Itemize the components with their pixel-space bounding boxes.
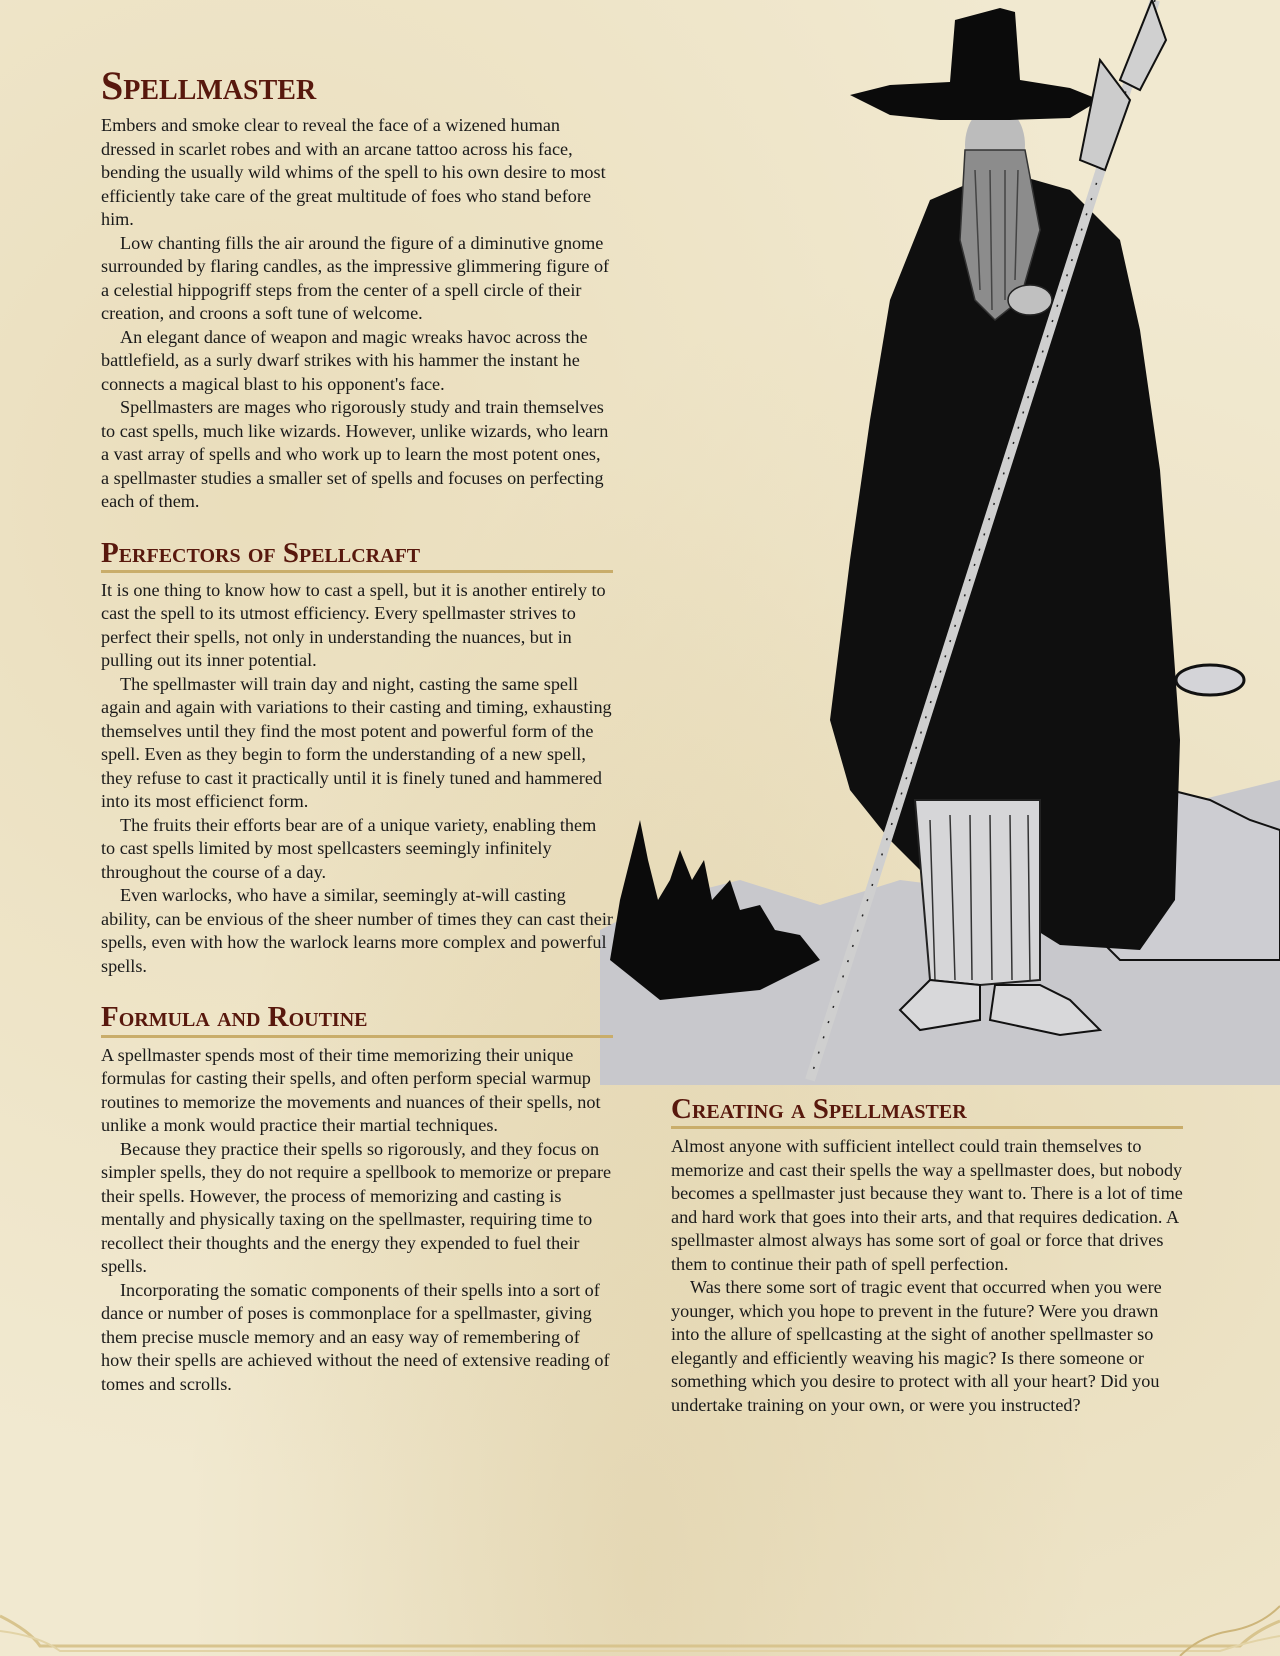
left-column bbox=[101, 64, 613, 1396]
paragraph: The spellmaster will train day and night, casting the same spell again and again with variations to their casting and timing, exhausting themselves until they find the most potent and powerful form of the spell. Even as they begin to form the understanding of a new spell, they refuse to cast it practically until it is finely tuned and hammered into its most efficienct form. bbox=[101, 673, 612, 812]
paragraph: Because they practice their spells so rigorously, and they focus on simpler spells, they do not require a spellbook to memorize or prepare their spells. However, the process of memorizing and casting is mentally and physically taxing on the spellmaster, requiring time to recollect their thoughts and the energy they expended to fuel their spells. bbox=[101, 1138, 612, 1277]
paragraph: Low chanting fills the air around the figure of a diminutive gnome surrounded by flaring candles, as the impressive glimmering figure of a celestial hippogriff steps from the center of a spell circle of their creation, and croons a soft tune of welcome. bbox=[101, 232, 610, 323]
paragraph: Almost anyone with sufficient intellect could train themselves to memorize and cast their spells the way a spellmaster does, but nobody becomes a spellmaster just because they want to. There is a lot of time and hard work that goes into their arts, and that requires dedication. A spellmaster almost always has some sort of goal or force that drives them to continue their path of spell perfection. bbox=[671, 1136, 1183, 1274]
paragraph: A spellmaster spends most of their time memorizing their unique formulas for casting their spells, and often perform special warmup routines to memorize the movements and nuances of their spells, not unlike a monk would practice their martial techniques. bbox=[101, 1044, 601, 1136]
paragraph: The fruits their efforts bear are of a unique variety, enabling them to cast spells limited by most spellcasters seemingly infinitely throughout the course of a day. bbox=[101, 814, 597, 882]
paragraph: Spellmasters are mages who rigorously study and train themselves to cast spells, much like wizards. However, unlike wizards, who learn a vast array of spells and who work up to learn the most potent ones, a spellmaster studies a smaller set of spells and focuses on perfecting each of them. bbox=[101, 397, 609, 511]
section-formula bbox=[101, 1002, 613, 1396]
page-title: Spellmaster bbox=[101, 63, 317, 108]
footer-ornament bbox=[0, 1576, 1280, 1656]
paragraph: It is one thing to know how to cast a spell, but it is another entirely to cast the spell to its utmost efficiency. Every spellmaster strives to perfect their spells, not only in understanding the nuances, but in pulling out its inner potential. bbox=[101, 579, 606, 671]
section-perfectors bbox=[101, 538, 613, 979]
paragraph: Incorporating the somatic components of their spells into a sort of dance or number of poses is commonplace for a spellmaster, giving them precise muscle memory and an easy way of remembering of how their spells are achieved without the need of extensive reading of tomes and scrolls. bbox=[101, 1279, 610, 1394]
right-column bbox=[671, 1094, 1183, 1417]
paragraph: Even warlocks, who have a similar, seemingly at-will casting ability, can be envious of the sheer number of times they can cast their spells, even with how the warlock learns more complex and powerful spells. bbox=[101, 885, 613, 976]
wizard-illustration bbox=[600, 0, 1280, 1085]
paragraph: Embers and smoke clear to reveal the face of a wizened human dressed in scarlet robes and with an arcane tattoo across his face, bending the usually wild whims of the spell to his own desire to most efficiently take care of the great multitude of foes who stand before him. bbox=[101, 115, 606, 229]
section-heading: Formula and Routine bbox=[101, 1002, 613, 1037]
section-heading: Perfectors of Spellcraft bbox=[101, 538, 613, 573]
paragraph: An elegant dance of weapon and magic wreaks havoc across the battlefield, as a surly dwarf strikes with his hammer the instant he connects a magical blast to his opponent's face. bbox=[101, 326, 588, 394]
intro-text bbox=[101, 114, 613, 514]
paragraph: Was there some sort of tragic event that occurred when you were younger, which you hope to prevent in the future? Were you drawn into the allure of spellcasting at the sight of another spellmaster so elegantly and efficiently weaving his magic? Is there someone or something which you desire to protect with all your heart? Did you undertake training on your own, or were you instructed? bbox=[671, 1277, 1162, 1415]
section-creating bbox=[671, 1094, 1183, 1417]
section-heading: Creating a Spellmaster bbox=[671, 1094, 1183, 1129]
